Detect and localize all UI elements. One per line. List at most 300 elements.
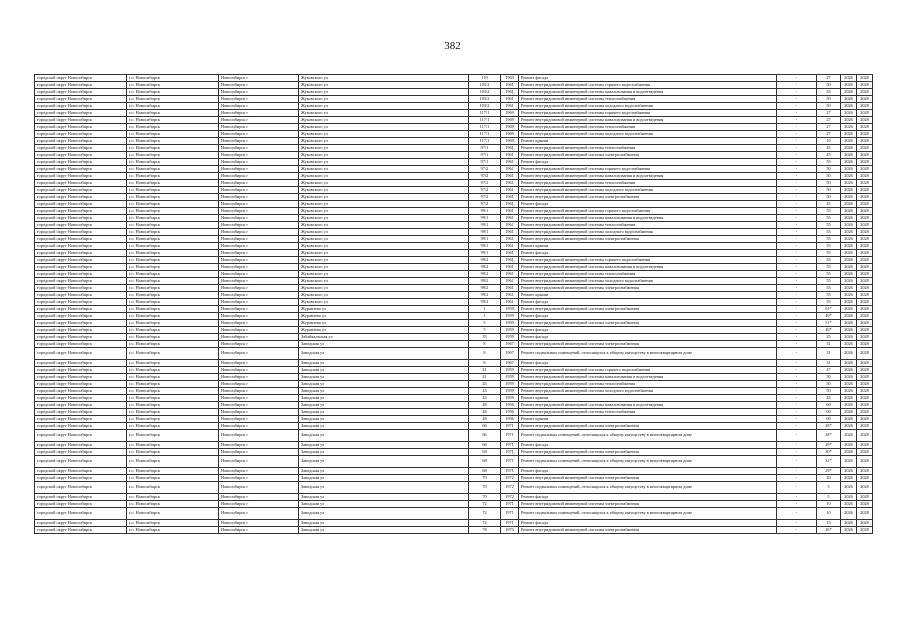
house-cell: 33 <box>469 334 501 341</box>
municipality-cell: городской округ Новосибирск <box>35 299 127 306</box>
work-type-cell: Ремонт подвальных помещений, относящихся к общему имуществу в многоквартирном доме <box>519 482 777 494</box>
settlement-cell: г.о. Новосибирск <box>127 257 219 264</box>
table-row <box>35 117 873 124</box>
city-cell: Новосибирск г <box>219 501 299 508</box>
end-year-cell: 2028 <box>857 306 873 313</box>
work-type-cell: Ремонт фасада <box>519 159 777 166</box>
settlement-cell: г.о. Новосибирск <box>127 374 219 381</box>
settlement-cell: г.о. Новосибирск <box>127 409 219 416</box>
work-type-cell: Ремонт крыши <box>519 416 777 423</box>
house-cell: 117/1 <box>469 124 501 131</box>
end-year-cell: 2028 <box>857 341 873 348</box>
cost-cell: 25 <box>817 334 841 341</box>
work-type-cell: Ремонт внутридомовой инженерной системы канализования и водоотведения <box>519 89 777 96</box>
house-cell: 99/2 <box>469 271 501 278</box>
city-cell: Новосибирск г <box>219 520 299 527</box>
street-cell: Журавлева ул <box>299 327 469 334</box>
cost-cell: 55 <box>817 299 841 306</box>
street-cell: Заводская ул <box>299 388 469 395</box>
year-cell: 1971 <box>501 520 519 527</box>
municipality-cell: городской округ Новосибирск <box>35 138 127 145</box>
cost-cell: 55 <box>817 271 841 278</box>
municipality-cell: городской округ Новосибирск <box>35 313 127 320</box>
city-cell: Новосибирск г <box>219 388 299 395</box>
municipality-cell: городской округ Новосибирск <box>35 166 127 173</box>
settlement-cell: г.о. Новосибирск <box>127 527 219 534</box>
dash-cell: - <box>777 374 817 381</box>
street-cell: Жуковского ул <box>299 89 469 96</box>
start-year-cell: 2026 <box>841 236 857 243</box>
house-cell: 99/2 <box>469 292 501 299</box>
cost-cell: 45 <box>817 145 841 152</box>
end-year-cell: 2028 <box>857 423 873 430</box>
city-cell: Новосибирск г <box>219 292 299 299</box>
street-cell: Жуковского ул <box>299 138 469 145</box>
house-cell: 97/1 <box>469 159 501 166</box>
street-cell: Жуковского ул <box>299 264 469 271</box>
dash-cell: - <box>777 117 817 124</box>
street-cell: Жуковского ул <box>299 152 469 159</box>
cost-cell: 51* <box>817 320 841 327</box>
table-row <box>35 475 873 482</box>
start-year-cell: 2026 <box>841 222 857 229</box>
house-cell: 41 <box>469 374 501 381</box>
house-cell: 70 <box>469 482 501 494</box>
end-year-cell: 2028 <box>857 456 873 468</box>
start-year-cell: 2026 <box>841 320 857 327</box>
table-row <box>35 75 873 82</box>
end-year-cell: 2028 <box>857 264 873 271</box>
start-year-cell: 2026 <box>841 292 857 299</box>
city-cell: Новосибирск г <box>219 166 299 173</box>
table-row <box>35 103 873 110</box>
table-row <box>35 278 873 285</box>
settlement-cell: г.о. Новосибирск <box>127 494 219 501</box>
year-cell: 1959 <box>501 320 519 327</box>
table-row <box>35 367 873 374</box>
street-cell: Жуковского ул <box>299 215 469 222</box>
house-cell: 72 <box>469 501 501 508</box>
dash-cell: - <box>777 423 817 430</box>
settlement-cell: г.о. Новосибирск <box>127 194 219 201</box>
dash-cell: - <box>777 430 817 442</box>
municipality-cell: городской округ Новосибирск <box>35 508 127 520</box>
street-cell: Заводская ул <box>299 348 469 360</box>
end-year-cell: 2028 <box>857 180 873 187</box>
street-cell: Жуковского ул <box>299 236 469 243</box>
street-cell: Заводская ул <box>299 409 469 416</box>
work-type-cell: Ремонт фасада <box>519 442 777 449</box>
work-type-cell: Ремонт внутридомовой инженерной системы теплоснабжения <box>519 180 777 187</box>
house-cell: 97/1 <box>469 145 501 152</box>
work-type-cell: Ремонт внутридомовой инженерной системы электроснабжения <box>519 194 777 201</box>
dash-cell: - <box>777 494 817 501</box>
cost-cell: 51* <box>817 306 841 313</box>
cost-cell: 50 <box>817 173 841 180</box>
year-cell: 1961 <box>501 229 519 236</box>
start-year-cell: 2026 <box>841 367 857 374</box>
dash-cell: - <box>777 508 817 520</box>
dash-cell: - <box>777 166 817 173</box>
work-type-cell: Ремонт фасада <box>519 299 777 306</box>
settlement-cell: г.о. Новосибирск <box>127 348 219 360</box>
start-year-cell: 2026 <box>841 374 857 381</box>
year-cell: 1961 <box>501 166 519 173</box>
work-type-cell: Ремонт внутридомовой инженерной системы канализования и водоотведения <box>519 374 777 381</box>
year-cell: 1959 <box>501 381 519 388</box>
work-type-cell: Ремонт внутридомовой инженерной системы канализования и водоотведения <box>519 117 777 124</box>
city-cell: Новосибирск г <box>219 131 299 138</box>
house-cell: 117/1 <box>469 131 501 138</box>
end-year-cell: 2028 <box>857 430 873 442</box>
municipality-cell: городской округ Новосибирск <box>35 395 127 402</box>
start-year-cell: 2026 <box>841 527 857 534</box>
start-year-cell: 2026 <box>841 442 857 449</box>
work-type-cell: Ремонт подвальных помещений, относящихся к общему имуществу в многоквартирном доме <box>519 430 777 442</box>
settlement-cell: г.о. Новосибирск <box>127 468 219 475</box>
year-cell: 1959 <box>501 306 519 313</box>
settlement-cell: г.о. Новосибирск <box>127 416 219 423</box>
settlement-cell: г.о. Новосибирск <box>127 124 219 131</box>
year-cell: 1961 <box>501 159 519 166</box>
cost-cell: 26* <box>817 527 841 534</box>
municipality-cell: городской округ Новосибирск <box>35 456 127 468</box>
work-type-cell: Ремонт фасада <box>519 494 777 501</box>
start-year-cell: 2026 <box>841 264 857 271</box>
city-cell: Новосибирск г <box>219 208 299 215</box>
year-cell: 1961 <box>501 96 519 103</box>
street-cell: Жуковского ул <box>299 110 469 117</box>
municipality-cell: городской округ Новосибирск <box>35 187 127 194</box>
dash-cell: - <box>777 124 817 131</box>
dash-cell: - <box>777 313 817 320</box>
settlement-cell: г.о. Новосибирск <box>127 520 219 527</box>
work-type-cell: Ремонт фасада <box>519 468 777 475</box>
cost-cell: 55 <box>817 250 841 257</box>
house-cell: 97/2 <box>469 180 501 187</box>
start-year-cell: 2026 <box>841 103 857 110</box>
house-cell: 8 <box>469 360 501 367</box>
dash-cell: - <box>777 501 817 508</box>
work-type-cell: Ремонт подвальных помещений, относящихся к общему имуществу в многоквартирном доме <box>519 348 777 360</box>
street-cell: Жуковского ул <box>299 243 469 250</box>
house-cell: 97/2 <box>469 166 501 173</box>
street-cell: Заводская ул <box>299 374 469 381</box>
start-year-cell: 2026 <box>841 250 857 257</box>
municipality-cell: городской округ Новосибирск <box>35 215 127 222</box>
end-year-cell: 2028 <box>857 381 873 388</box>
end-year-cell: 2028 <box>857 367 873 374</box>
street-cell: Заводская ул <box>299 449 469 456</box>
work-type-cell: Ремонт крыши <box>519 138 777 145</box>
end-year-cell: 2028 <box>857 482 873 494</box>
settlement-cell: г.о. Новосибирск <box>127 201 219 208</box>
work-type-cell: Ремонт внутридомовой инженерной системы холодного водоснабжения <box>519 103 777 110</box>
end-year-cell: 2028 <box>857 229 873 236</box>
cost-cell: 55 <box>817 292 841 299</box>
municipality-cell: городской округ Новосибирск <box>35 152 127 159</box>
settlement-cell: г.о. Новосибирск <box>127 138 219 145</box>
end-year-cell: 2028 <box>857 313 873 320</box>
cost-cell: 55 <box>817 285 841 292</box>
table-row <box>35 348 873 360</box>
dash-cell: - <box>777 75 817 82</box>
city-cell: Новосибирск г <box>219 173 299 180</box>
start-year-cell: 2026 <box>841 229 857 236</box>
start-year-cell: 2026 <box>841 468 857 475</box>
table-row <box>35 456 873 468</box>
end-year-cell: 2028 <box>857 334 873 341</box>
dash-cell: - <box>777 271 817 278</box>
table-row <box>35 449 873 456</box>
municipality-cell: городской округ Новосибирск <box>35 520 127 527</box>
dash-cell: - <box>777 367 817 374</box>
street-cell: Заводская ул <box>299 508 469 520</box>
table-row <box>35 229 873 236</box>
house-cell: 48 <box>469 409 501 416</box>
start-year-cell: 2026 <box>841 194 857 201</box>
municipality-cell: городской округ Новосибирск <box>35 145 127 152</box>
work-type-cell: Ремонт внутридомовой инженерной системы канализования и водоотведения <box>519 264 777 271</box>
year-cell: 1961 <box>501 250 519 257</box>
house-cell: 5 <box>469 320 501 327</box>
year-cell: 1956 <box>501 402 519 409</box>
end-year-cell: 2028 <box>857 152 873 159</box>
city-cell: Новосибирск г <box>219 271 299 278</box>
city-cell: Новосибирск г <box>219 257 299 264</box>
street-cell: Заводская ул <box>299 494 469 501</box>
settlement-cell: г.о. Новосибирск <box>127 243 219 250</box>
table-row <box>35 402 873 409</box>
table-row <box>35 201 873 208</box>
street-cell: Заводская ул <box>299 381 469 388</box>
street-cell: Жуковского ул <box>299 96 469 103</box>
city-cell: Новосибирск г <box>219 75 299 82</box>
year-cell: 1971 <box>501 501 519 508</box>
cost-cell: 55 <box>817 278 841 285</box>
city-cell: Новосибирск г <box>219 229 299 236</box>
settlement-cell: г.о. Новосибирск <box>127 131 219 138</box>
city-cell: Новосибирск г <box>219 456 299 468</box>
municipality-cell: городской округ Новосибирск <box>35 449 127 456</box>
house-cell: 43 <box>469 395 501 402</box>
house-cell: 99/1 <box>469 215 501 222</box>
end-year-cell: 2028 <box>857 159 873 166</box>
table-row <box>35 430 873 442</box>
table-row <box>35 243 873 250</box>
municipality-cell: городской округ Новосибирск <box>35 367 127 374</box>
dash-cell: - <box>777 159 817 166</box>
city-cell: Новосибирск г <box>219 416 299 423</box>
municipality-cell: городской округ Новосибирск <box>35 96 127 103</box>
start-year-cell: 2026 <box>841 82 857 89</box>
municipality-cell: городской округ Новосибирск <box>35 327 127 334</box>
cost-cell: 55 <box>817 89 841 96</box>
dash-cell: - <box>777 96 817 103</box>
cost-cell: 27 <box>817 124 841 131</box>
table-row <box>35 494 873 501</box>
year-cell: 1967 <box>501 348 519 360</box>
year-cell: 1972 <box>501 475 519 482</box>
end-year-cell: 2028 <box>857 374 873 381</box>
cost-cell: 55 <box>817 236 841 243</box>
settlement-cell: г.о. Новосибирск <box>127 327 219 334</box>
work-type-cell: Ремонт внутридомовой инженерной системы канализования и водоотведения <box>519 173 777 180</box>
street-cell: Жуковского ул <box>299 222 469 229</box>
house-cell: 97/2 <box>469 201 501 208</box>
table-row <box>35 110 873 117</box>
municipality-cell: городской округ Новосибирск <box>35 180 127 187</box>
work-type-cell: Ремонт внутридомовой инженерной системы электроснабжения <box>519 449 777 456</box>
house-cell: 103/2 <box>469 82 501 89</box>
settlement-cell: г.о. Новосибирск <box>127 334 219 341</box>
municipality-cell: городской округ Новосибирск <box>35 348 127 360</box>
start-year-cell: 2026 <box>841 381 857 388</box>
settlement-cell: г.о. Новосибирск <box>127 96 219 103</box>
settlement-cell: г.о. Новосибирск <box>127 381 219 388</box>
year-cell: 1959 <box>501 388 519 395</box>
cost-cell: 50 <box>817 82 841 89</box>
dash-cell: - <box>777 327 817 334</box>
city-cell: Новосибирск г <box>219 494 299 501</box>
end-year-cell: 2028 <box>857 257 873 264</box>
cost-cell: 55 <box>817 208 841 215</box>
dash-cell: - <box>777 208 817 215</box>
year-cell: 1967 <box>501 360 519 367</box>
cost-cell: 31 <box>817 360 841 367</box>
table-row <box>35 292 873 299</box>
start-year-cell: 2026 <box>841 456 857 468</box>
work-type-cell: Ремонт внутридомовой инженерной системы холодного водоснабжения <box>519 278 777 285</box>
table-row <box>35 320 873 327</box>
city-cell: Новосибирск г <box>219 402 299 409</box>
cost-cell: 5 <box>817 482 841 494</box>
year-cell: 1956 <box>501 409 519 416</box>
municipality-cell: городской округ Новосибирск <box>35 381 127 388</box>
cost-cell: 28* <box>817 423 841 430</box>
city-cell: Новосибирск г <box>219 236 299 243</box>
end-year-cell: 2028 <box>857 449 873 456</box>
year-cell: 1961 <box>501 264 519 271</box>
dash-cell: - <box>777 264 817 271</box>
house-cell: 66 <box>469 442 501 449</box>
dash-cell: - <box>777 402 817 409</box>
end-year-cell: 2028 <box>857 475 873 482</box>
cost-cell: 27 <box>817 110 841 117</box>
start-year-cell: 2026 <box>841 124 857 131</box>
settlement-cell: г.о. Новосибирск <box>127 442 219 449</box>
municipality-cell: городской округ Новосибирск <box>35 250 127 257</box>
street-cell: Заводская ул <box>299 402 469 409</box>
table-row <box>35 306 873 313</box>
house-cell: 119 <box>469 75 501 82</box>
start-year-cell: 2026 <box>841 501 857 508</box>
municipality-cell: городской округ Новосибирск <box>35 468 127 475</box>
city-cell: Новосибирск г <box>219 285 299 292</box>
municipality-cell: городской округ Новосибирск <box>35 409 127 416</box>
settlement-cell: г.о. Новосибирск <box>127 229 219 236</box>
street-cell: Жуковского ул <box>299 250 469 257</box>
cost-cell: 60 <box>817 416 841 423</box>
end-year-cell: 2028 <box>857 215 873 222</box>
municipality-cell: городской округ Новосибирск <box>35 173 127 180</box>
year-cell: 1961 <box>501 292 519 299</box>
settlement-cell: г.о. Новосибирск <box>127 285 219 292</box>
dash-cell: - <box>777 138 817 145</box>
house-cell: 97/1 <box>469 152 501 159</box>
city-cell: Новосибирск г <box>219 103 299 110</box>
house-cell: 41 <box>469 367 501 374</box>
start-year-cell: 2026 <box>841 152 857 159</box>
city-cell: Новосибирск г <box>219 423 299 430</box>
work-type-cell: Ремонт внутридомовой инженерной системы электроснабжения <box>519 527 777 534</box>
end-year-cell: 2028 <box>857 89 873 96</box>
settlement-cell: г.о. Новосибирск <box>127 152 219 159</box>
start-year-cell: 2026 <box>841 173 857 180</box>
settlement-cell: г.о. Новосибирск <box>127 89 219 96</box>
street-cell: Жуковского ул <box>299 299 469 306</box>
start-year-cell: 2026 <box>841 402 857 409</box>
settlement-cell: г.о. Новосибирск <box>127 508 219 520</box>
table-row <box>35 388 873 395</box>
municipality-cell: городской округ Новосибирск <box>35 201 127 208</box>
cost-cell: 31 <box>817 348 841 360</box>
work-type-cell: Ремонт внутридомовой инженерной системы электроснабжения <box>519 236 777 243</box>
work-type-cell: Ремонт внутридомовой инженерной системы электроснабжения <box>519 475 777 482</box>
dash-cell: - <box>777 152 817 159</box>
work-type-cell: Ремонт крыши <box>519 395 777 402</box>
year-cell: 1969 <box>501 117 519 124</box>
city-cell: Новосибирск г <box>219 313 299 320</box>
street-cell: Забайкальская ул <box>299 334 469 341</box>
city-cell: Новосибирск г <box>219 327 299 334</box>
end-year-cell: 2028 <box>857 243 873 250</box>
municipality-cell: городской округ Новосибирск <box>35 320 127 327</box>
municipality-cell: городской округ Новосибирск <box>35 208 127 215</box>
municipality-cell: городской округ Новосибирск <box>35 360 127 367</box>
cost-cell: 31* <box>817 456 841 468</box>
settlement-cell: г.о. Новосибирск <box>127 313 219 320</box>
city-cell: Новосибирск г <box>219 180 299 187</box>
street-cell: Жуковского ул <box>299 180 469 187</box>
house-cell: 68 <box>469 449 501 456</box>
cost-cell: 50 <box>817 187 841 194</box>
dash-cell: - <box>777 201 817 208</box>
cost-cell: 55 <box>817 257 841 264</box>
end-year-cell: 2028 <box>857 166 873 173</box>
settlement-cell: г.о. Новосибирск <box>127 475 219 482</box>
street-cell: Жуковского ул <box>299 117 469 124</box>
street-cell: Жуковского ул <box>299 124 469 131</box>
dash-cell: - <box>777 475 817 482</box>
work-type-cell: Ремонт внутридомовой инженерной системы холодного водоснабжения <box>519 187 777 194</box>
settlement-cell: г.о. Новосибирск <box>127 360 219 367</box>
cost-cell: 60 <box>817 409 841 416</box>
dash-cell: - <box>777 468 817 475</box>
start-year-cell: 2026 <box>841 89 857 96</box>
start-year-cell: 2026 <box>841 334 857 341</box>
end-year-cell: 2028 <box>857 131 873 138</box>
end-year-cell: 2028 <box>857 75 873 82</box>
start-year-cell: 2026 <box>841 348 857 360</box>
street-cell: Жуковского ул <box>299 131 469 138</box>
year-cell: 1971 <box>501 508 519 520</box>
city-cell: Новосибирск г <box>219 468 299 475</box>
start-year-cell: 2026 <box>841 285 857 292</box>
start-year-cell: 2026 <box>841 278 857 285</box>
table-row <box>35 334 873 341</box>
dash-cell: - <box>777 409 817 416</box>
